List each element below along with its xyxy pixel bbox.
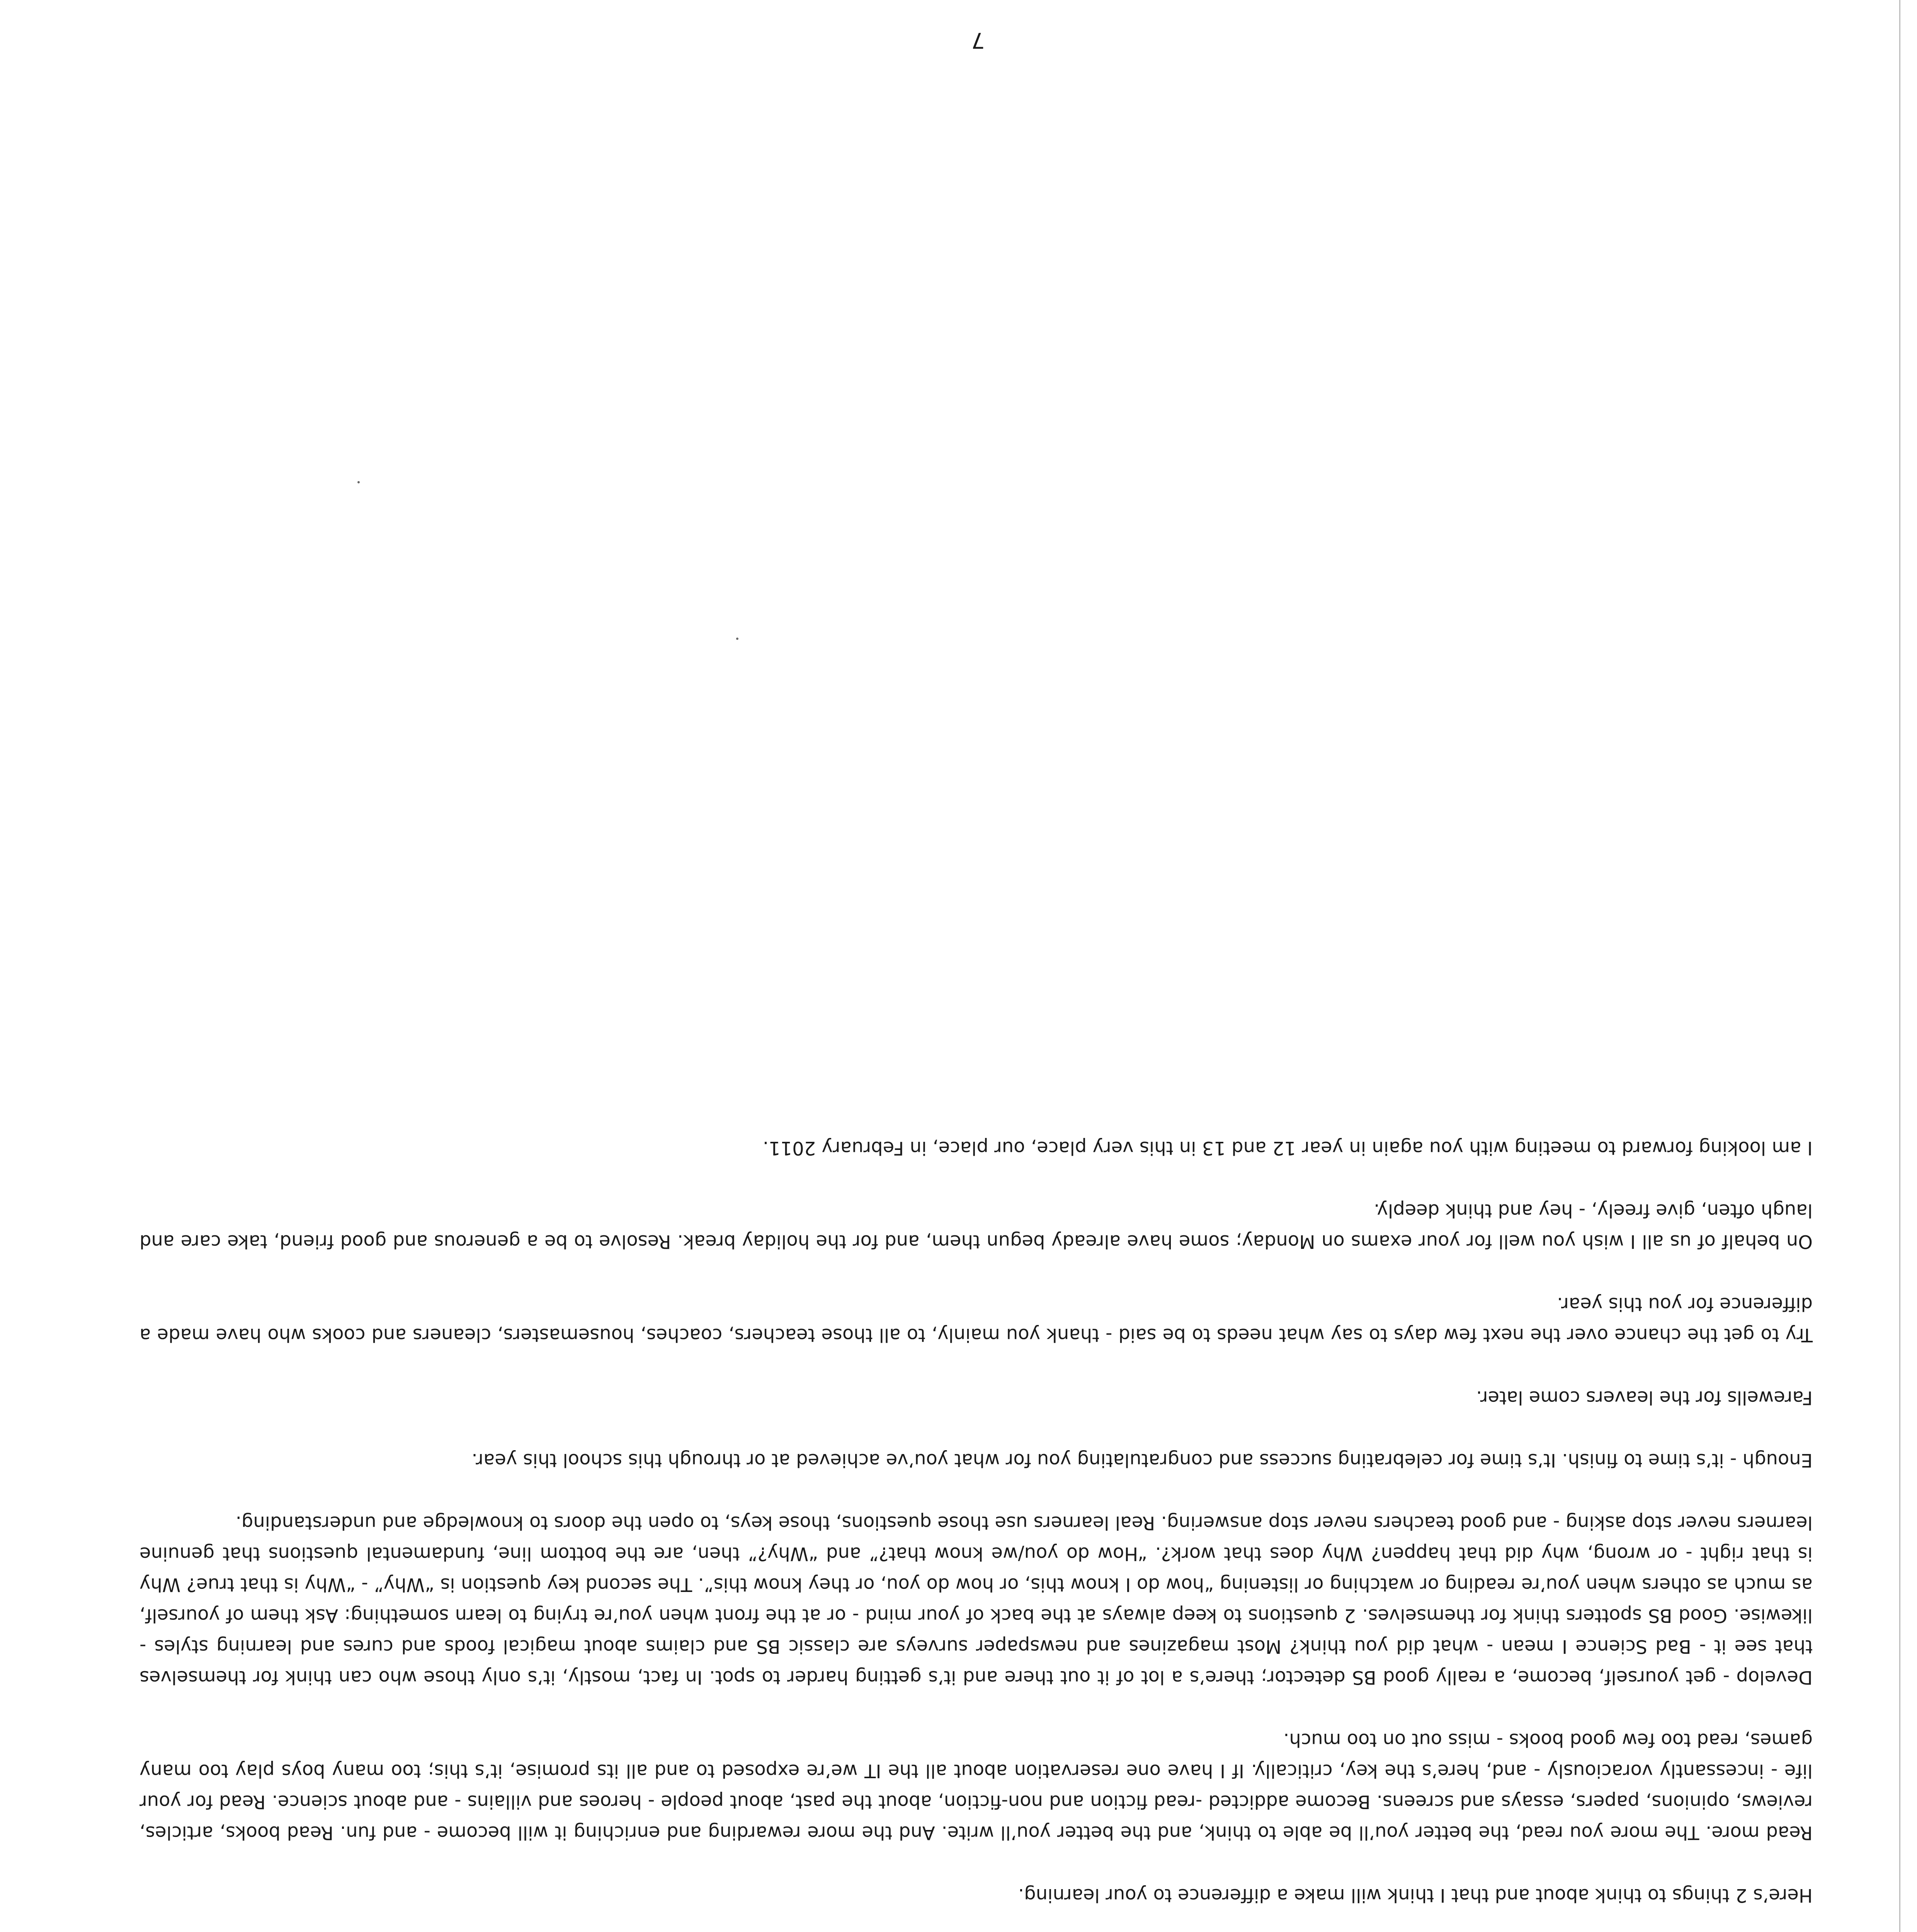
paragraph: Read more. The more you read, the better you’ll be able to think, and the better you’ll write. And the more rewarding and enriching it will become - and fun. Read books, articles, reviews, opinions, papers, essays and screens. Become addicted -read fiction and non-fiction, about the past, about people - heroes and villains - and about science. Read for your life - incessantly voraciously - and, here’s the key, critically. If I have one reservation about all the IT we’re exposed to and all its promise, it’s this; too many boys play too many games, read too few good books - miss out on too much. [139, 1729, 1813, 1844]
paragraph: On behalf of us all I wish you well for your exams on Monday; some have already begun them, and for the holiday break. Resolve to be a generous and good friend, take care and laugh often, give freely, - hey and think deeply. [139, 1200, 1813, 1252]
scan-speck [736, 638, 738, 640]
paragraph: Here’s 2 things to think about and that I think will make a difference to your learning. [1018, 1884, 1813, 1906]
paragraph: Enough - it’s time to finish. It’s time for celebrating success and congratulating you for what you’ve achieved at or through this school this year. [471, 1449, 1813, 1471]
scan-speck [357, 481, 360, 483]
paragraph: Develop - get yourself, become, a really good BS detector; there’s a lot of it out there and it’s getting harder to spot. In fact, mostly, it’s only those who can think for themselves that see it - Bad Science I mean - what did you think? Most magazines and newspaper surveys are classic BS and claims about magical foods and cures and learning styles - likewise. Good BS spotters think for themselves. 2 questions to keep always at the back of your mind - or at the front when you’re trying to learn something: Ask them of yourself, as much as others when you’re reading or watching or listening “how do I know this, or how do you, or they know this”. The second key question is “Why” - “Why is that true? Why is that right - or wrong, why did that happen? Why does that work?. “How do you/we know that?” and “Why?” then, are the bottom line, fundamental questions that genuine learners never stop asking - and good teachers never stop answering. Real learners use those questions, those keys, to open the doors to knowledge and understanding. [139, 1512, 1813, 1688]
paragraph: I am looking forward to meeting with you again in year 12 and 13 in this very place, our place, in February 2011. [762, 1137, 1813, 1159]
paragraph: Try to get the chance over the next few days to say what needs to be said - thank you mainly, to all those teachers, coaches, housemasters, cleaners and cooks who have made a difference for you this year. [139, 1293, 1813, 1346]
page-number: 7 [971, 27, 985, 53]
document-body [139, 1101, 1813, 1932]
paragraph: Farewells for the leavers come later. [1476, 1387, 1813, 1408]
scan-edge [1899, 0, 1900, 1932]
